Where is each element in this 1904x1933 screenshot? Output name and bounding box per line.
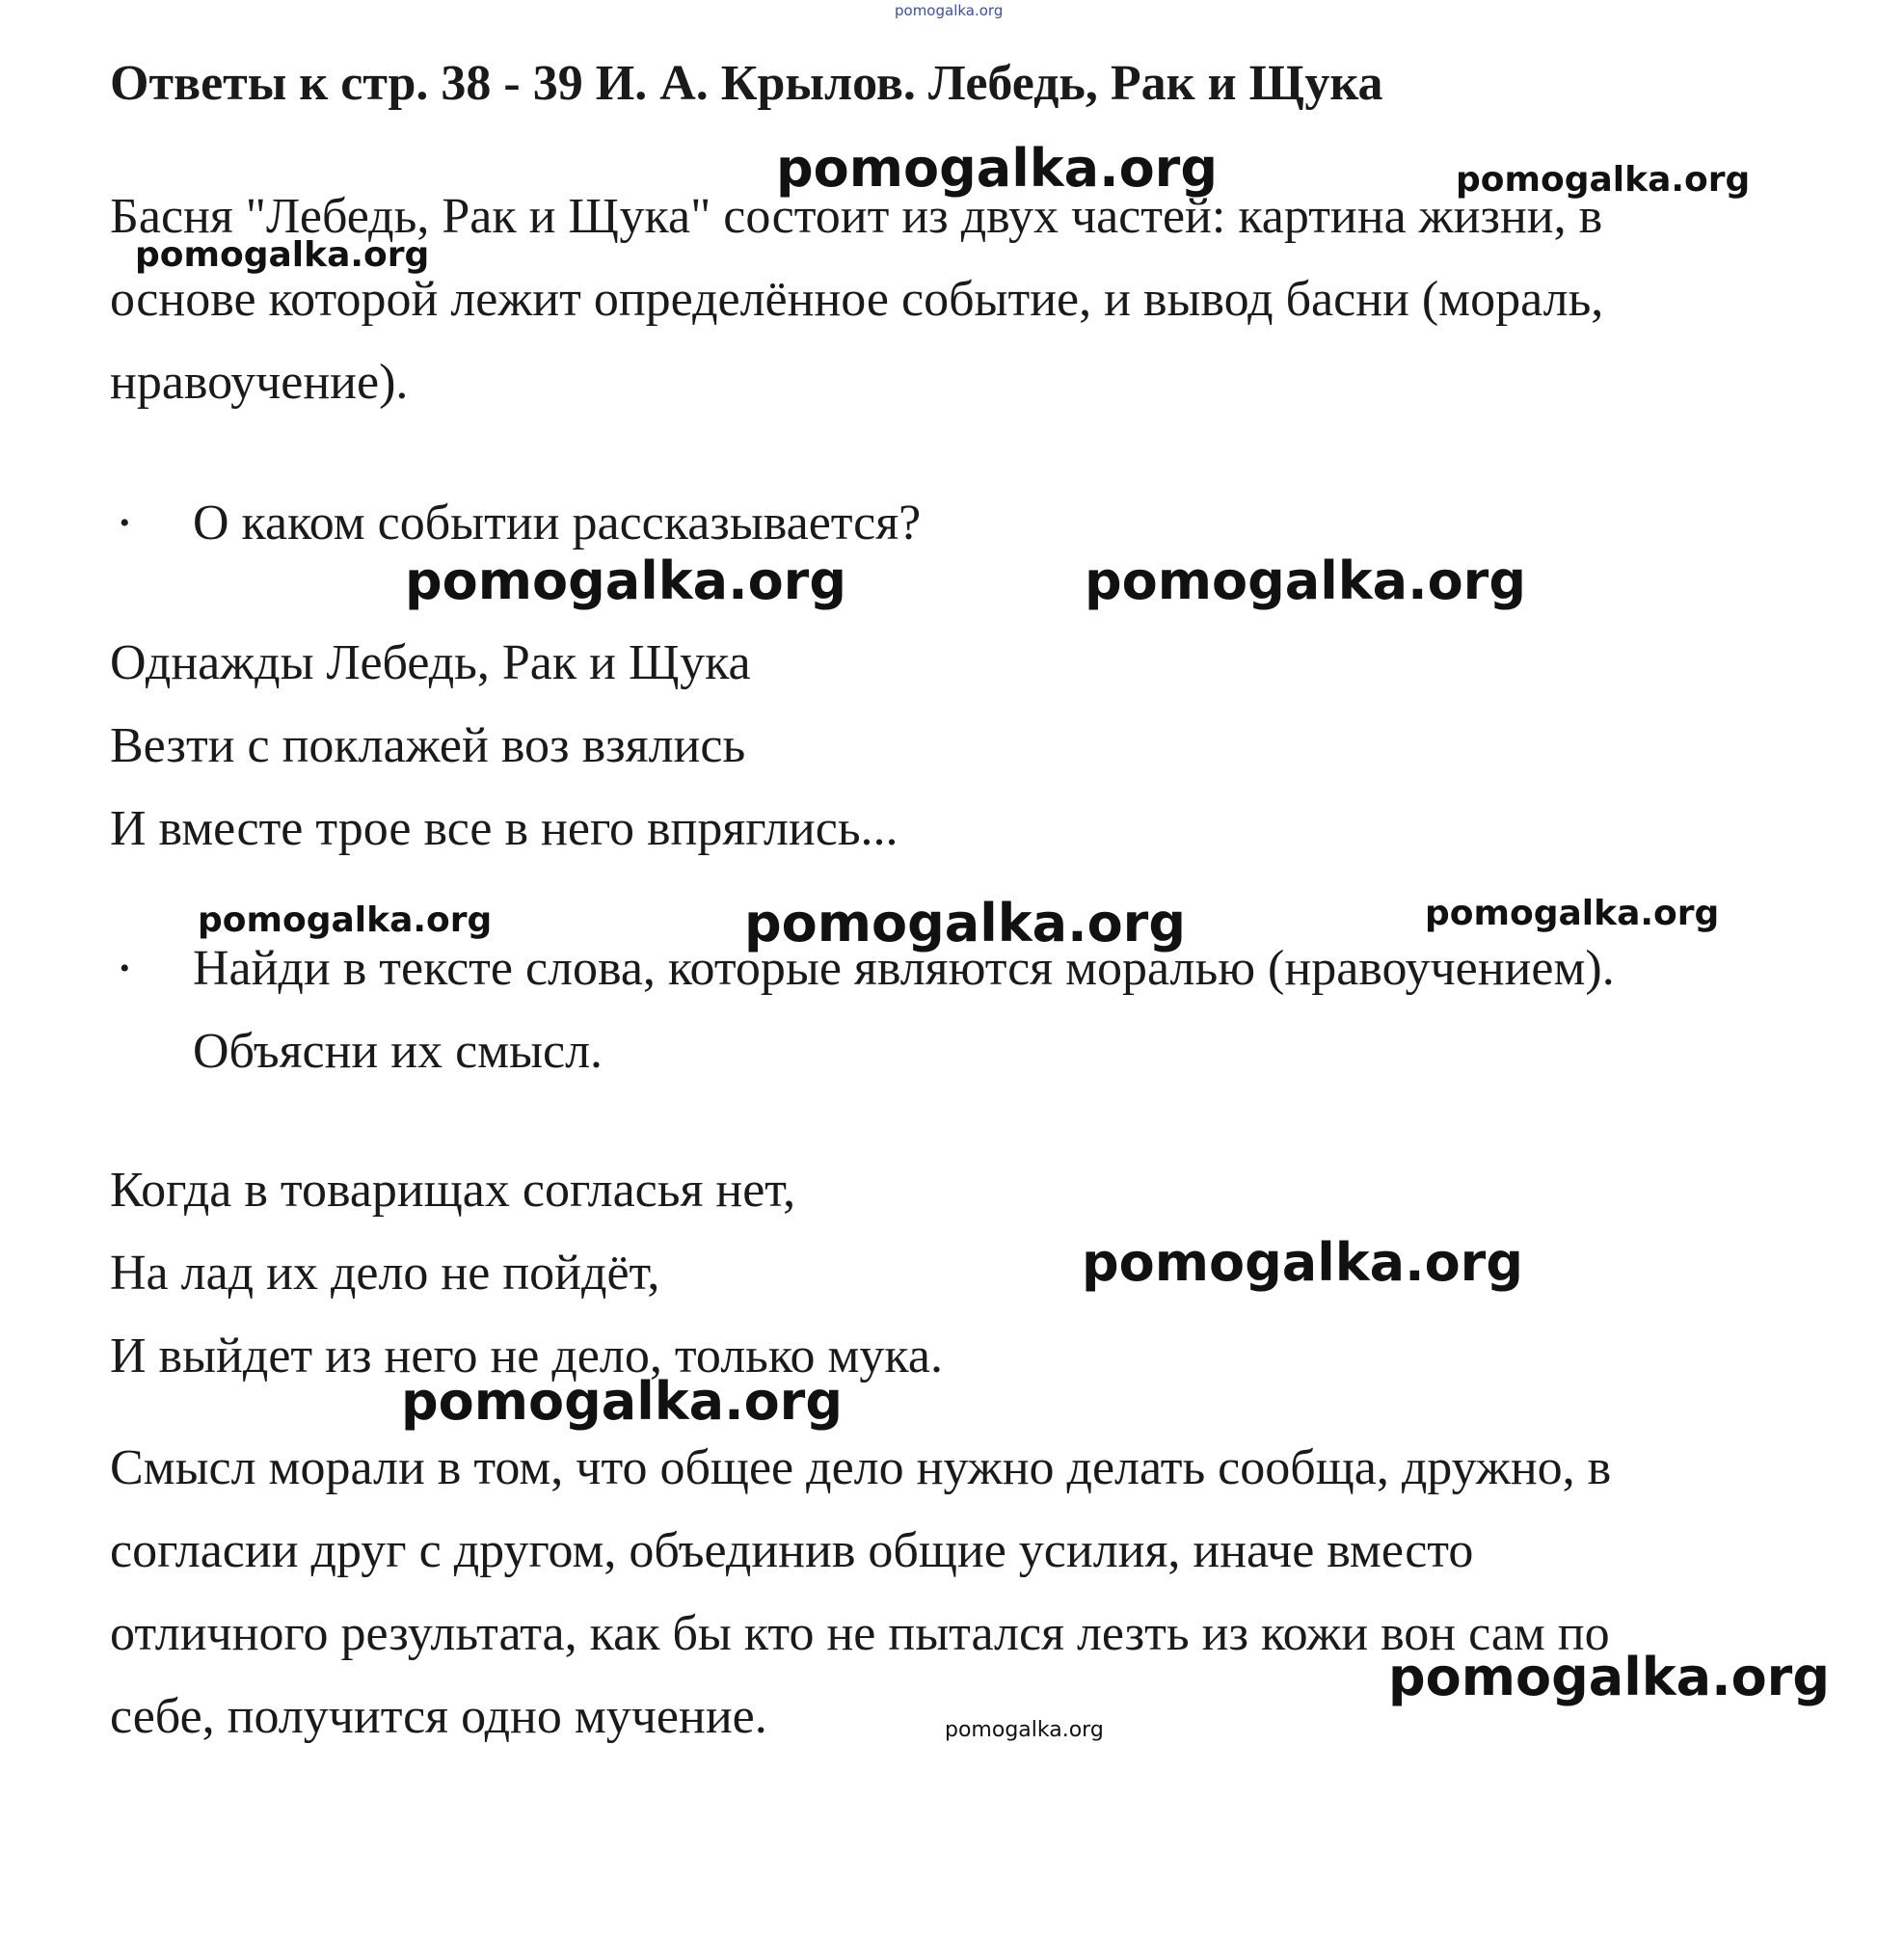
watermark: pomogalka.org: [1085, 550, 1526, 611]
verse-line: Везти с поклажей воз взялись: [110, 718, 746, 773]
intro-line: нравоучение).: [110, 355, 409, 410]
page-title: Ответы к стр. 38 - 39 И. А. Крылов. Лебедь, Рак и Щука: [110, 56, 1383, 111]
watermark: pomogalka.org: [135, 235, 430, 275]
watermark: pomogalka.org: [945, 1718, 1104, 1742]
watermark: pomogalka.org: [1082, 1232, 1523, 1293]
intro-paragraph: [110, 175, 1807, 424]
watermark: pomogalka.org: [776, 138, 1218, 199]
watermark: pomogalka.org: [1425, 894, 1720, 933]
explanation-line: Смысл морали в том, что общее дело нужно делать сообща, дружно, в: [110, 1440, 1612, 1495]
moral-line: И выйдет из него не дело, только мука.: [110, 1329, 943, 1383]
explanation-paragraph: [110, 1427, 1807, 1758]
explanation-line: согласии друг с другом, объединив общие усилия, иначе вместо: [110, 1523, 1474, 1578]
verse-line: И вместе трое все в него впряглись...: [110, 801, 898, 856]
watermark: pomogalka.org: [405, 550, 846, 611]
watermark: pomogalka.org: [401, 1371, 843, 1432]
intro-line: основе которой лежит определённое событие, и вывод басни (мораль,: [110, 272, 1604, 327]
bullet-marker: •: [120, 953, 130, 984]
explanation-line: себе, получится одно мучение.: [110, 1689, 767, 1744]
moral-line: На лад их дело не пойдёт,: [110, 1246, 660, 1301]
verse-line: Однажды Лебедь, Рак и Щука: [110, 635, 751, 690]
watermark: pomogalka.org: [1456, 160, 1751, 200]
question-2-line: Объясни их смысл.: [193, 1024, 603, 1079]
question-1: О каком событии рассказывается?: [193, 496, 922, 550]
moral-line: Когда в товарищах согласья нет,: [110, 1163, 796, 1218]
watermark: pomogalka.org: [744, 893, 1186, 953]
header-watermark: pomogalka.org: [895, 2, 1004, 19]
question-2-line: Найди в тексте слова, которые являются моралью (нравоучением).: [193, 941, 1615, 996]
watermark: pomogalka.org: [1388, 1647, 1830, 1707]
watermark: pomogalka.org: [198, 900, 493, 940]
intro-line: Басня "Лебедь, Рак и Щука" состоит из двух частей: картина жизни, в: [110, 189, 1603, 244]
bullet-marker: •: [120, 507, 130, 539]
explanation-line: отличного результата, как бы кто не пытался лезть из кожи вон сам по: [110, 1606, 1610, 1661]
